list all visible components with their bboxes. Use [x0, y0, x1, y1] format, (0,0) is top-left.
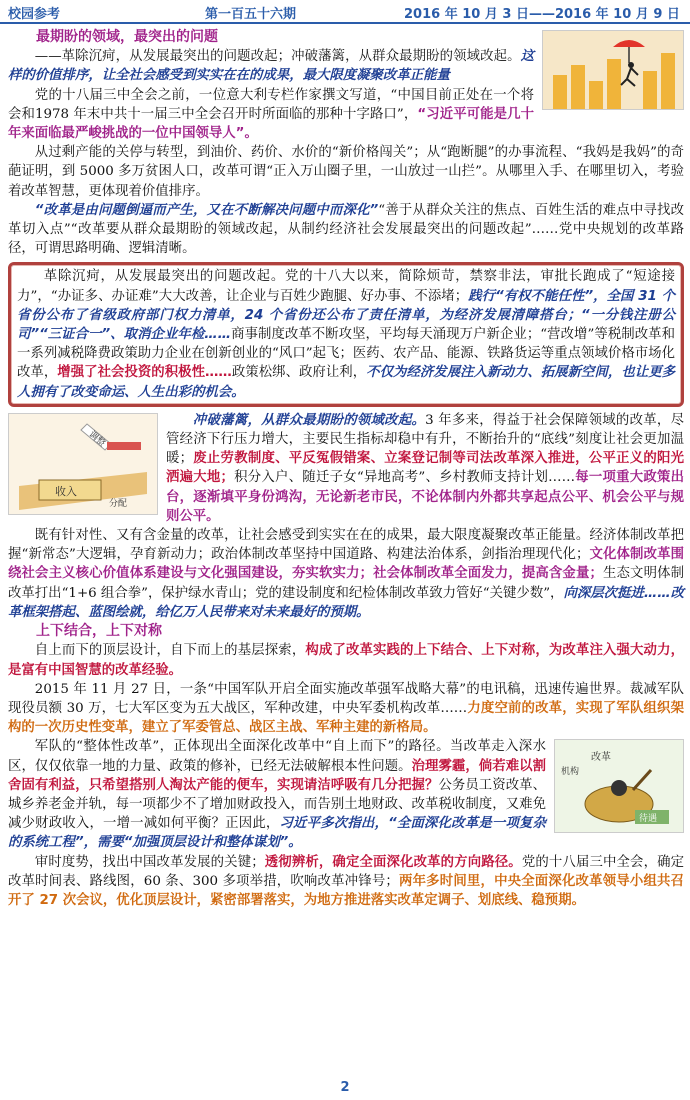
text-run: 自上而下的顶层设计，自下而上的基层探索，	[34, 643, 306, 659]
page-number: 2	[340, 1080, 350, 1095]
reform-label: 改革	[591, 752, 611, 764]
adjust-label: 调整	[86, 429, 107, 449]
highlight-run: 习近平多次指出，“全面深化改革是一项复杂的系统工程”，需要“加强顶层设计和整体谋划”。	[8, 816, 547, 851]
highlight-run: 治理雾霾，倘若难以割舍固有利益，只希望搭别人淘汰产能的便车，实现请洁呼吸有几分把握？	[8, 758, 547, 793]
text-run: “善于从群众关注的焦点、百姓生活的难点中寻找改革切入点”“改革要从群众最期盼的领域改起，从制约经济社会发展最突出的问题改起”……党中央规划的改革路径，可谓思路明确、逻辑清晰。	[8, 202, 684, 257]
institution-label: 机构	[561, 767, 580, 778]
text-run: 既有针对性、又有含金量的改革，让社会感受到实实在在的成果，最大限度凝聚改革正能量。经济体制改革把握“新常态”大逻辑，孕育新动力；政治体制改革坚持中国道路、构建法治体系，剑指治理现代化；	[8, 528, 684, 563]
header-center: 第一百五十六期	[205, 7, 297, 22]
section3-para4	[8, 853, 684, 911]
highlight-run: 向深层次挺进……	[563, 585, 671, 601]
highlight-run: 透彻辨析，确定全面深化改革的方向路径。	[264, 854, 522, 870]
section1-title: 最期盼的领域，最突出的问题	[36, 29, 218, 45]
text-run: 审时度势，找出中国改革发展的关键；	[34, 854, 265, 870]
header-right: 2016 年 10 月 3 日——2016 年 10 月 9 日	[404, 7, 680, 22]
highlight-run: 不仅为经济发展注入新动力、拓展新空间，也让更多人拥有了改变命运、人生出彩的机会。	[17, 365, 676, 400]
section1-para4	[8, 201, 684, 259]
text-run: 商事制度改革不断攻坚，平均每天涌现万户新企业；“营改增”等税制改革和一系列减税降费政策助力企业在创新创业的“风口”起飞；医药、农产品、能源、铁路货运等重点领域价格市场化改革，	[17, 327, 675, 381]
umbrella-jump-image	[542, 30, 684, 110]
article-body	[8, 28, 684, 910]
treatment-label: 待遇	[639, 814, 658, 825]
highlight-run: 两年多时间里，中央全面深化改革领导小组共召开了 27 次会议，优化顶层设计，紧密部署落实，为地方推进落实改革定调子、划底线、稳预期。	[8, 873, 685, 908]
income-label: 收入	[55, 484, 77, 498]
text-run: 政策松绑、政府让利，	[231, 365, 367, 381]
text-run: 党的十八届三中全会，确定改革时间表、路线图，60 条、300 多项举措，吹响改革冲锋号；	[8, 854, 685, 889]
text-run: 军队的“整体性改革”，正体现出全面深化改革中“自上而下”的路径。当改革走入深水区，仅仅依靠一地的力量、政策的修补，已经无法破解根本性问题。	[8, 739, 546, 774]
boxed-para	[17, 267, 675, 401]
highlight-run: 改革框架搭起、蓝图绘就，给亿万人民带来对未来最好的预期。	[8, 585, 685, 620]
text-run: 生态文明体制改革打出“1+6 组合拳”，保护绿水青山；党的建设制度和纪检体制改革致力管好“关键少数”，	[8, 566, 685, 601]
text-run: 公务员工资改革、城乡养老金并轨，每一项都少不了增加财政投入，而告别土地财政、改革税收制度，又难免减少财政收入，一增一减如何平衡？正因此，	[8, 777, 547, 832]
text-run: 3 年多来，得益于社会保障领域的改革，尽管经济下行压力增大，主要民生指标却稳中有升，不断抬升的“底线”刻度让社会更加温暖；	[166, 412, 684, 467]
highlight-run: 这样的价值排序，让全社会感受到实实在在的成果，最大限度凝聚改革正能量	[8, 49, 534, 84]
highlight-run: 冲破藩篱，从群众最期盼的领域改起。	[192, 412, 426, 428]
header-left: 校园参考	[8, 7, 61, 22]
section3-para2	[8, 680, 684, 738]
section1-para3: 从过剩产能的关停与转型，到油价、药价、水价的“新价格闯关”；从“跑断腿”的办事流程、“我妈是我妈”的奇葩证明，到 5000 多万贫困人口，改革可谓“正入万山圈子里，一山放过一山拦”。从哪里入手、在哪里切入，考验着改革智慧，更体现着价值排序。	[8, 145, 684, 199]
section3-title: 上下结合，上下对称	[36, 623, 162, 640]
page-header	[0, 0, 690, 24]
text-run: 革除沉疴，从发展最突出的问题改起。党的十八大以来，简除烦苛，禁察非法，审批长跑成了“短途接力”，“办证多、办证难”大大改善，让企业与百姓少跑腿、好办事、不添堵；	[17, 269, 675, 304]
distribution-label: 分配	[109, 498, 128, 509]
highlight-run: 增强了社会投资的积极性……	[57, 365, 232, 381]
section3-para1	[8, 641, 684, 679]
text-run: 积分入户、随迁子女“异地高考”、乡村教师支持计划……	[233, 470, 575, 486]
income-distribution-image	[8, 413, 158, 515]
highlight-run: 构成了改革实践的上下结合、上下对称，为改革注入强大动力，是富有中国智慧的改革经验。	[8, 643, 685, 678]
text-run: 党的十八届三中全会之前，一位意大利专栏作家撰文写道，“中国目前正处在一个将会和1978 年末中共十一届三中全会召开时所面临的那种十字路口”，	[8, 87, 534, 122]
highlight-run: 践行“有权不能任性”，全国 31 个省份公布了省级政府部门权力清单，24 个省份还公布了责任清单，为经济发展清障搭台；“一分钱注册公司”“三证合一”、取消企业年检……	[17, 288, 675, 343]
text-run: ——革除沉疴，从发展最突出的问题改起；冲破藩篱，从群众最期盼的领域改起。	[34, 49, 521, 65]
text-run: 2015 年 11 月 27 日，一条“中国军队开启全面实施改革强军战略大幕”的电讯稿，迅速传遍世界。裁减军队现役员额 30 万，七大军区变为五大战区，军种改建，中央军委机构改革……	[8, 681, 684, 716]
institution-reform-image	[554, 739, 684, 833]
highlight-run: 文化体制改革围绕社会主义核心价值体系建设与文化强国建设，夯实软实力；社会体制改革全面发力，提高含金量；	[8, 547, 684, 582]
highlight-run: “改革是由问题倒逼而产生，又在不断解决问题中而深化”	[34, 202, 379, 218]
highlight-box	[8, 262, 684, 406]
highlight-run: 废止劳教制度、平反冤假错案、立案登记制等司法改革深入推进，公平正义的阳光洒遍大地；	[166, 451, 684, 486]
highlight-run: “习近平可能是几十年来面临最严峻挑战的一位中国领导人”。	[8, 106, 534, 142]
section2-para2	[8, 526, 684, 622]
highlight-run: 力度空前的改革，实现了军队组织架构的一次历史性变革，建立了军委管总、战区主战、军种主建的新格局。	[8, 700, 684, 736]
highlight-run: 每一项重大政策出台，逐渐填平身份鸿沟，无论新老市民，不论体制内外都共享起点公平、机会公平与规则公平。	[166, 470, 685, 524]
